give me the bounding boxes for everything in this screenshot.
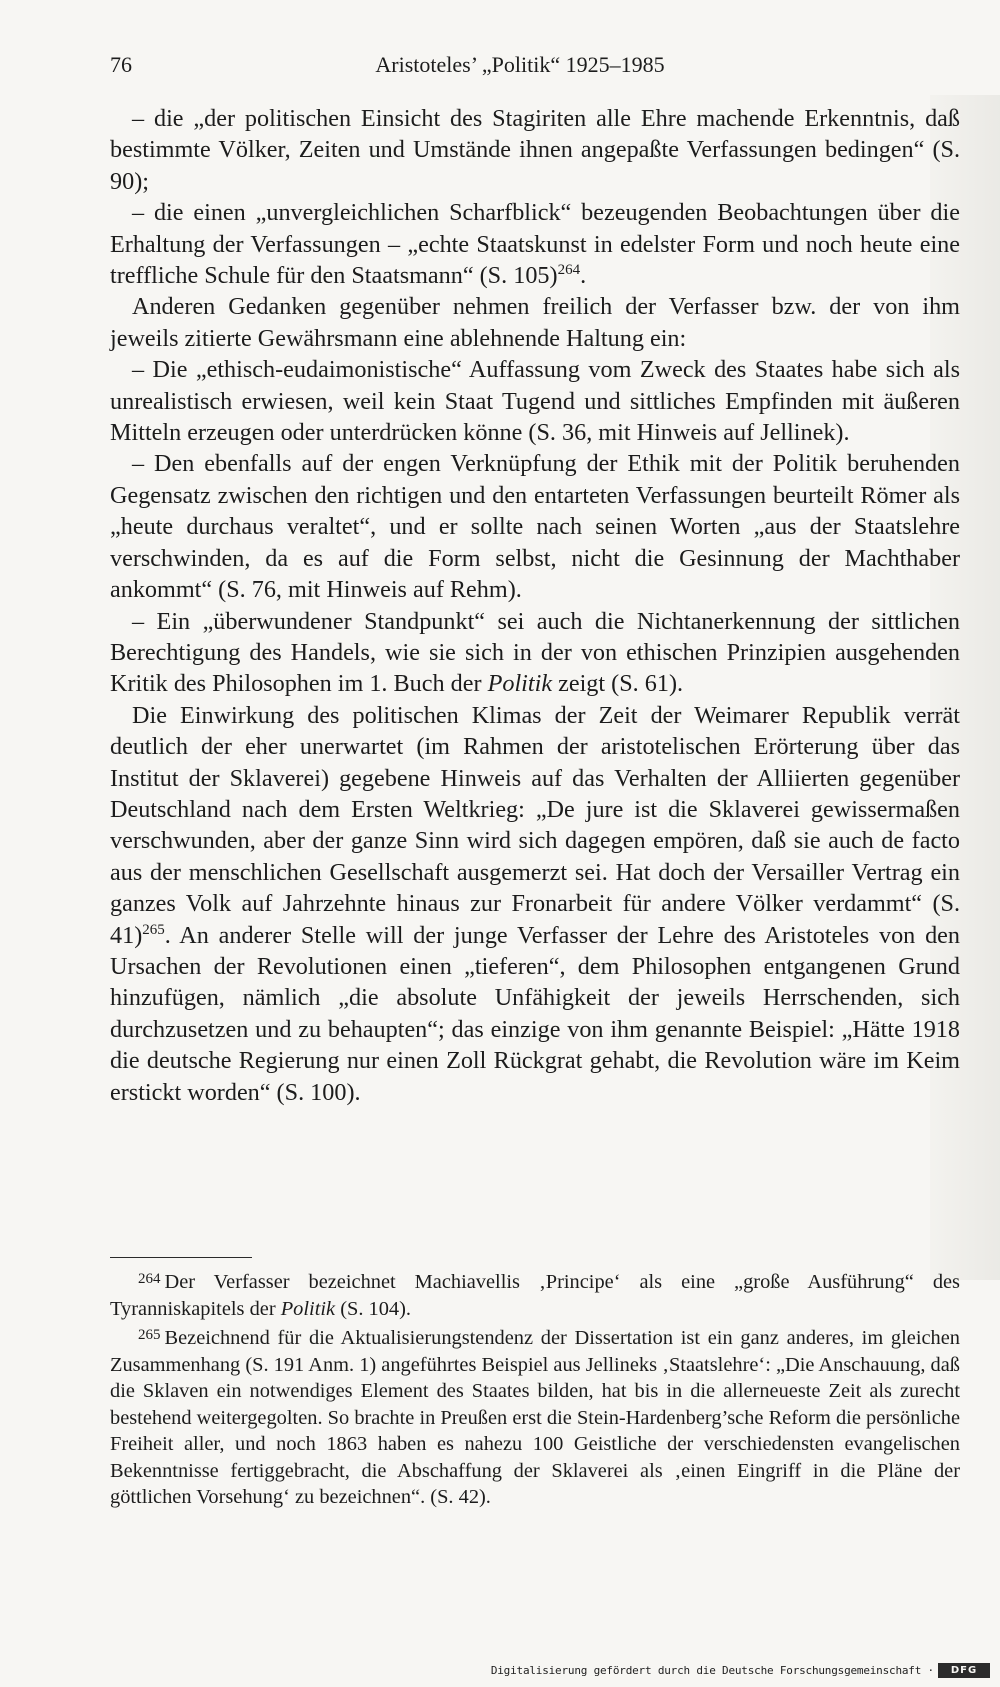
- running-head: Aristoteles’ „Politik“ 1925–1985: [375, 52, 665, 77]
- footnote-264: [110, 1266, 960, 1322]
- paragraph-7: [110, 700, 960, 1108]
- footnote-ref-264: 264: [557, 262, 581, 279]
- page-number: 76: [110, 52, 132, 77]
- footnote-265: [110, 1322, 960, 1511]
- footnote-264-end: (S. 104).: [335, 1297, 411, 1320]
- paragraph-2-end: .: [580, 262, 587, 290]
- page-header: [110, 52, 930, 82]
- footnote-rule: [110, 1257, 252, 1258]
- paragraph-3: Anderen Gedanken gegenüber nehmen freilich der Verfasser bzw. der von ihm jeweils zitierte Gewährsmann eine ablehnende Haltung ein:: [110, 293, 960, 352]
- footnotes: [110, 1266, 960, 1511]
- paragraph-4: – Die „ethisch-eudaimonistische“ Auffassung vom Zweck des Staates habe sich als unrealistisch erwiesen, weil kein Staat Tugend und sittliches Empfinden mit äußeren Mitteln erzeugen oder unterdrücken könne (S. 36, mit Hinweis auf Jellinek).: [110, 356, 960, 447]
- paragraph-1: – die „der politischen Einsicht des Stagiriten alle Ehre machende Erkenntnis, daß bestimmte Völker, Zeiten und Umstände ihnen angepaßte Verfassungen bedingen“ (S. 90);: [110, 105, 960, 195]
- dfg-logo: DFG: [938, 1663, 990, 1678]
- footnote-265-text: Bezeichnend für die Aktualisierungstendenz der Dissertation ist ein ganz anderes, im gleichen Zusammenhang (S. 191 Anm. 1) angeführtes Beispiel aus Jellineks ‚Staatslehre‘: „Die Anschauung, daß die Sklaven ein notwendiges Element des Staates bilden, hat bis in die allerneueste Zeit als zurecht bestehend weitergegolten. So brachte in Preußen erst die Stein-Hardenberg’sche Reform die persönliche Freiheit aller, und noch 1863 haben es nahezu 100 Geistliche der verschiedensten evangelischen Bekenntnisse fertiggebracht, die Abschaffung der Sklaverei als ‚einen Eingriff in die Pläne der göttlichen Vorsehung‘ zu bezeichnen“. (S. 42).: [110, 1327, 960, 1508]
- footnote-265-number: 265: [138, 1327, 161, 1343]
- paragraph-5: – Den ebenfalls auf der engen Verknüpfung der Ethik mit der Politik beruhenden Gegensatz zwischen den richtigen und den entarteten Verfassungen beurteilt Römer als „heute durchaus veraltet“, und er sollte nach seinen Worten „aus der Staatslehre verschwinden, da es auf die Form selbst, nicht die Gesinnung der Machthaber ankommt“ (S. 76, mit Hinweis auf Rehm).: [110, 450, 960, 604]
- paragraph-6-text: – Ein „überwundener Standpunkt“ sei auch die Nichtanerkennung der sittlichen Berechtigung des Handels, wie sie sich in der von ethischen Prinzipien ausgehenden Kritik des Philosophen im 1. Buch der: [110, 607, 960, 698]
- footnote-264-text: Der Verfasser bezeichnet Machiavellis ‚Principe‘ als eine „große Ausführung“ des Tyranniskapitels der: [110, 1271, 960, 1320]
- paragraph-7-end: . An anderer Stelle will der junge Verfasser der Lehre des Aristoteles von den Ursachen der Revolutionen einen „tieferen“, dem Philosophen entgangenen Grund hinzufügen, nämlich „die absolute Unfähigkeit der jeweils Herrschenden, sich durchzusetzen und zu behaupten“; das einzige von ihm genannte Beispiel: „Hätte 1918 die deutsche Regierung nur einen Zoll Rückgrat gehabt, die Revolution wäre im Keim erstickt worden“ (S. 100).: [110, 921, 960, 1106]
- paragraph-6: [110, 606, 960, 700]
- paragraph-2: [110, 197, 960, 291]
- paragraph-2-text: – die einen „unvergleichlichen Scharfblick“ bezeugenden Beobachtungen über die Erhaltung der Verfassungen – „echte Staatskunst in edelster Form und noch heute eine treffliche Schule für den Staatsmann“ (S. 105): [110, 199, 960, 290]
- footnote-264-italic: Politik: [280, 1297, 336, 1320]
- digitization-credit: Digitalisierung gefördert durch die Deutsche Forschungsgemeinschaft ·: [490, 1664, 934, 1677]
- footnote-264-number: 264: [138, 1271, 161, 1287]
- main-text: [110, 103, 960, 1108]
- paragraph-6-end: zeigt (S. 61).: [552, 670, 684, 698]
- paragraph-6-italic: Politik: [487, 670, 553, 698]
- paragraph-7-text: Die Einwirkung des politischen Klimas der Zeit der Weimarer Republik verrät deutlich der eher unerwartet (im Rahmen der aristotelischen Erörterung über das Institut der Sklaverei) gegebene Hinweis auf das Verhalten der Alliierten gegenüber Deutschland nach dem Ersten Weltkrieg: „De jure ist die Sklaverei gewissermaßen verschwunden, aber der ganze Sinn wird sich dagegen empören, daß sie auch de facto aus der menschlichen Gesellschaft ausgemerzt sei. Hat doch der Versailler Vertrag ein ganzes Volk auf Jahrzehnte hinaus zur Fronarbeit für andere Völker verdammt“ (S. 41): [110, 701, 960, 949]
- footnote-ref-265: 265: [142, 921, 165, 938]
